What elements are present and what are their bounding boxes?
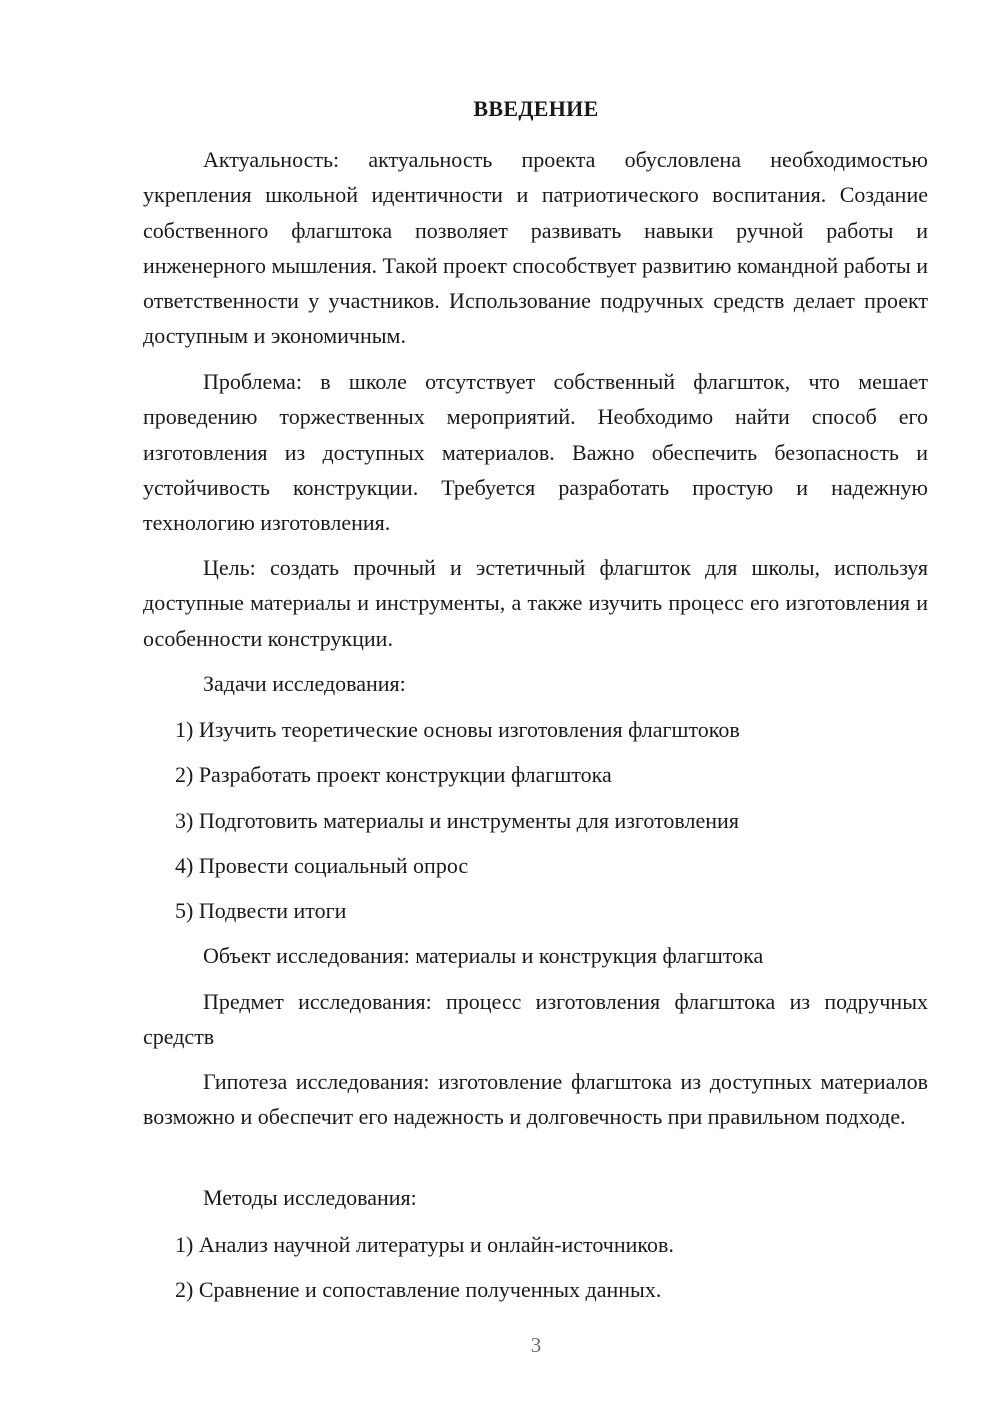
task-item-5: 5) Подвести итоги bbox=[175, 898, 347, 923]
tasks-title: Задачи исследования: bbox=[203, 671, 406, 696]
paragraph-problem: Проблема: в школе отсутствует собственный флагшток, что мешает проведению торжественных мероприятий. Необходимо найти способ его изготовления из доступных материалов. Важно обеспечить безопасность и устойчивость конструкции. Требуется разработать простую и надежную технологию изготовления. bbox=[143, 369, 928, 536]
paragraph-hypothesis: Гипотеза исследования: изготовление флагштока из доступных материалов возможно и обеспечит его надежность и долговечность при правильном подходе. bbox=[143, 1069, 928, 1130]
methods-title: Методы исследования: bbox=[203, 1185, 417, 1210]
paragraph-goal: Цель: создать прочный и эстетичный флагшток для школы, используя доступные материалы и инструменты, а также изучить процесс его изготовления и особенности конструкции. bbox=[143, 555, 928, 651]
task-item-2: 2) Разработать проект конструкции флагштока bbox=[175, 762, 612, 787]
task-item-4: 4) Провести социальный опрос bbox=[175, 853, 469, 878]
method-item-2: 2) Сравнение и сопоставление полученных данных. bbox=[175, 1277, 662, 1302]
paragraph-subject: Предмет исследования: процесс изготовления флагштока из подручных средств bbox=[143, 989, 928, 1050]
paragraph-relevance: Актуальность: актуальность проекта обусловлена необходимостью укрепления школьной идентичности и патриотического воспитания. Создание собственного флагштока позволяет развивать навыки ручной работы и инженерного мышления. Такой проект способствует развитию командной работы и ответственности у участников. Использование подручных средств делает проект доступным и экономичным. bbox=[143, 147, 929, 349]
page-number: 3 bbox=[530, 1333, 542, 1357]
page-heading: ВВЕДЕНИЕ bbox=[473, 96, 599, 121]
task-item-1: 1) Изучить теоретические основы изготовления флагштоков bbox=[175, 717, 740, 742]
paragraph-object: Объект исследования: материалы и конструкция флагштока bbox=[203, 943, 764, 968]
method-item-1: 1) Анализ научной литературы и онлайн-источников. bbox=[175, 1232, 674, 1257]
task-item-3: 3) Подготовить материалы и инструменты для изготовления bbox=[175, 808, 739, 833]
